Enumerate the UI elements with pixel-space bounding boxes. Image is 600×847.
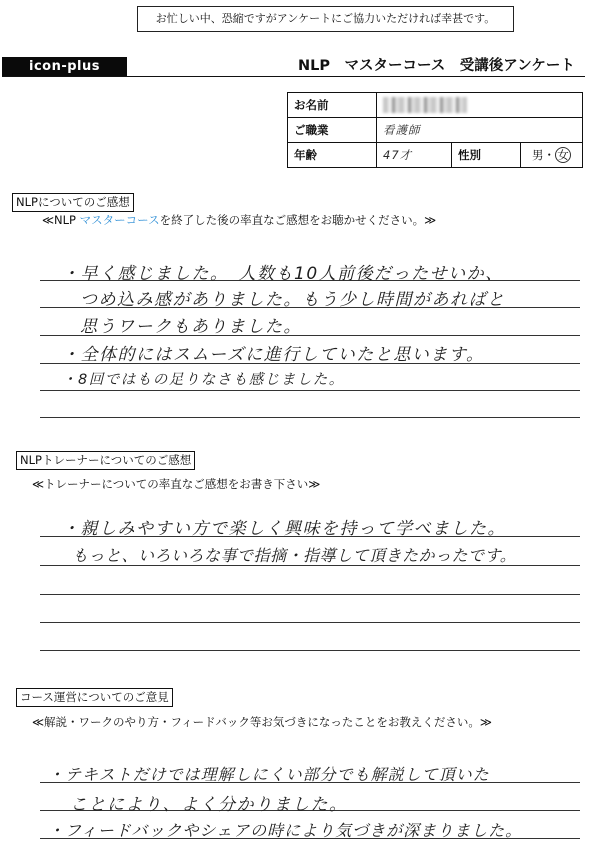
section1-prompt-accent: マスターコース: [79, 213, 160, 227]
section3-label: コース運営についてのご意見: [16, 688, 173, 707]
gender-separator: ・: [543, 148, 555, 162]
section3-answer-line: ・テキストだけでは理解しにくい部分でも解説して頂いた: [48, 765, 490, 784]
section1-prompt-pre: ≪NLP: [42, 213, 80, 227]
section3-prompt: ≪解説・ワークのやり方・フィードバック等お気づきになったことをお教えください。≫: [32, 715, 492, 729]
document-title: NLP マスターコース 受講後アンケート: [298, 58, 575, 74]
answer-rule: [40, 594, 580, 595]
section1-answer-line: ・全体的にはスムーズに進行していたと思います。: [62, 345, 485, 365]
notice-box: お忙しい中、恐縮ですがアンケートにご協力いただければ幸甚です。: [137, 6, 514, 32]
section2-label: NLPトレーナーについてのご感想: [16, 451, 195, 470]
name-row: [288, 93, 583, 118]
section1-answer-line: 思うワークもありました。: [80, 317, 302, 337]
redacted-name-mark: [383, 97, 467, 113]
answer-rule: [40, 390, 580, 391]
section2-answer-line: ・親しみやすい方で楽しく興味を持って学べました。: [62, 519, 506, 539]
age-label: 年齢: [288, 143, 377, 168]
section1-answer-line: ・8回ではもの足りなさも感じました。: [62, 372, 345, 388]
job-value: 看護師: [377, 118, 583, 143]
section2-answer-line: もっと、いろいろな事で指摘・指導して頂きたかったです。: [72, 546, 517, 565]
section1-answer-line: ・早く感じました。 人数も10人前後だったせいか、: [62, 264, 504, 284]
section3-answer-line: ・フィードバックやシェアの時により気づきが深まりました。: [48, 821, 523, 840]
answer-rule: [40, 622, 580, 623]
age-value: 47才: [377, 143, 452, 168]
job-label: ご職業: [288, 118, 377, 143]
section1-prompt: [42, 212, 436, 228]
brand-logo: icon-plus: [2, 57, 127, 76]
gender-male: 男: [532, 148, 544, 162]
job-row: [288, 118, 583, 143]
respondent-info-table: [287, 92, 583, 168]
age-gender-row: [288, 143, 583, 168]
section1-prompt-post: を終了した後の率直なご感想をお聴かせください。≫: [159, 213, 437, 227]
answer-rule: [40, 650, 580, 651]
answer-rule: [40, 417, 580, 418]
name-label: お名前: [288, 93, 377, 118]
name-value-redacted: [377, 93, 583, 118]
section2-prompt: ≪トレーナーについての率直なご感想をお書き下さい≫: [32, 477, 321, 491]
section1-label: NLPについてのご感想: [12, 193, 134, 212]
gender-label: 性別: [452, 143, 521, 168]
section3-answer-line: ことにより、よく分かりました。: [70, 795, 348, 815]
gender-female-circled: 女: [555, 147, 571, 163]
header-divider: [2, 76, 585, 77]
section1-answer-line: つめ込み感がありました。もう少し時間があればと: [80, 290, 506, 310]
gender-options: [521, 143, 583, 168]
